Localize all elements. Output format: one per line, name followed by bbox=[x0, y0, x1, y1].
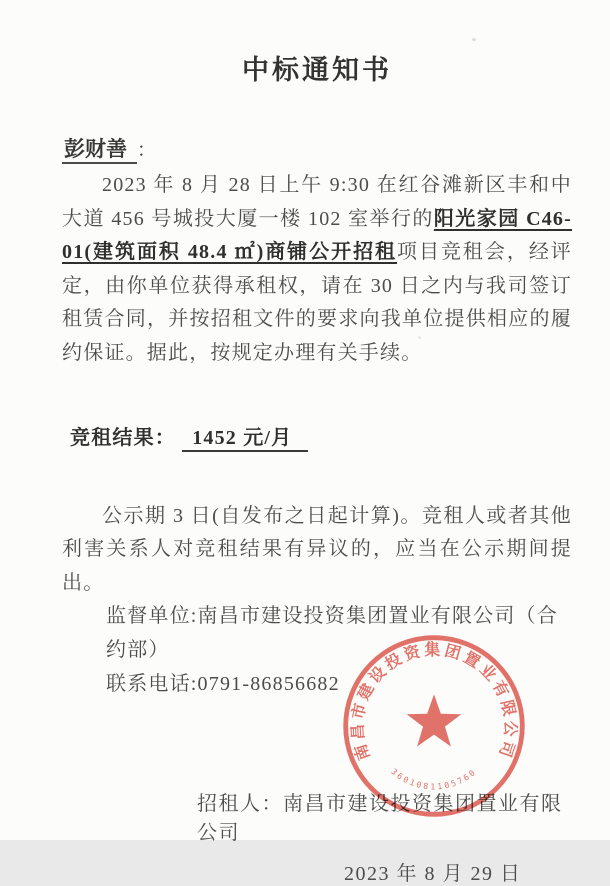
publicity-notice-block bbox=[62, 500, 572, 702]
contact-phone-line: 联系电话:0791-86856682 bbox=[106, 672, 340, 695]
addressee-line bbox=[62, 133, 572, 163]
lessor-signature-line: 招租人：南昌市建设投资集团置业有限公司 bbox=[197, 793, 563, 845]
bid-result-value: 1452 元/月 bbox=[182, 427, 308, 452]
addressee-colon: ： bbox=[137, 140, 157, 161]
supervisor-line: 监督单位:南昌市建设投资集团置业有限公司（合约部） bbox=[106, 605, 558, 661]
publicity-notice-paragraph: 公示期 3 日(自发布之日起计算)。竞租人或者其他利害关系人对竞租结果有异议的，应当在公示期间提出。 bbox=[62, 504, 572, 594]
bid-result-line bbox=[70, 421, 572, 450]
bid-result-label: 竞租结果： bbox=[70, 426, 176, 449]
addressee-name: 彭财善 bbox=[62, 137, 137, 164]
body-paragraph bbox=[62, 169, 572, 371]
signature-block bbox=[62, 787, 572, 886]
body-text-pre: 2023 年 8 月 28 日上午 9:30 在红谷滩新区丰和中大道 456 号城投大厦一楼 102 室举行的 bbox=[62, 174, 572, 230]
body-text-post: 项目竞租会，经评定，由你单位获得承租权，请在 30 日之内与我司签订租赁合同，并按招租文件的要求向我单位提供相应的履约保证。据此，按规定办理有关手续。 bbox=[62, 241, 572, 364]
scan-artifact-speck bbox=[472, 38, 476, 41]
seal-company-name: 南昌市建设投资集团置业有限公司 bbox=[349, 642, 519, 763]
scan-artifact-speck bbox=[418, 336, 421, 339]
seal-registration-code: 3601081105760 bbox=[389, 766, 479, 792]
document-title: 中标通知书 bbox=[242, 55, 392, 85]
project-name-emphasis: 阳光家园 C46-01(建筑面积 48.4 ㎡)商铺公开招租 bbox=[62, 207, 572, 264]
signature-date-line: 2023 年 8 月 29 日 bbox=[344, 863, 522, 886]
